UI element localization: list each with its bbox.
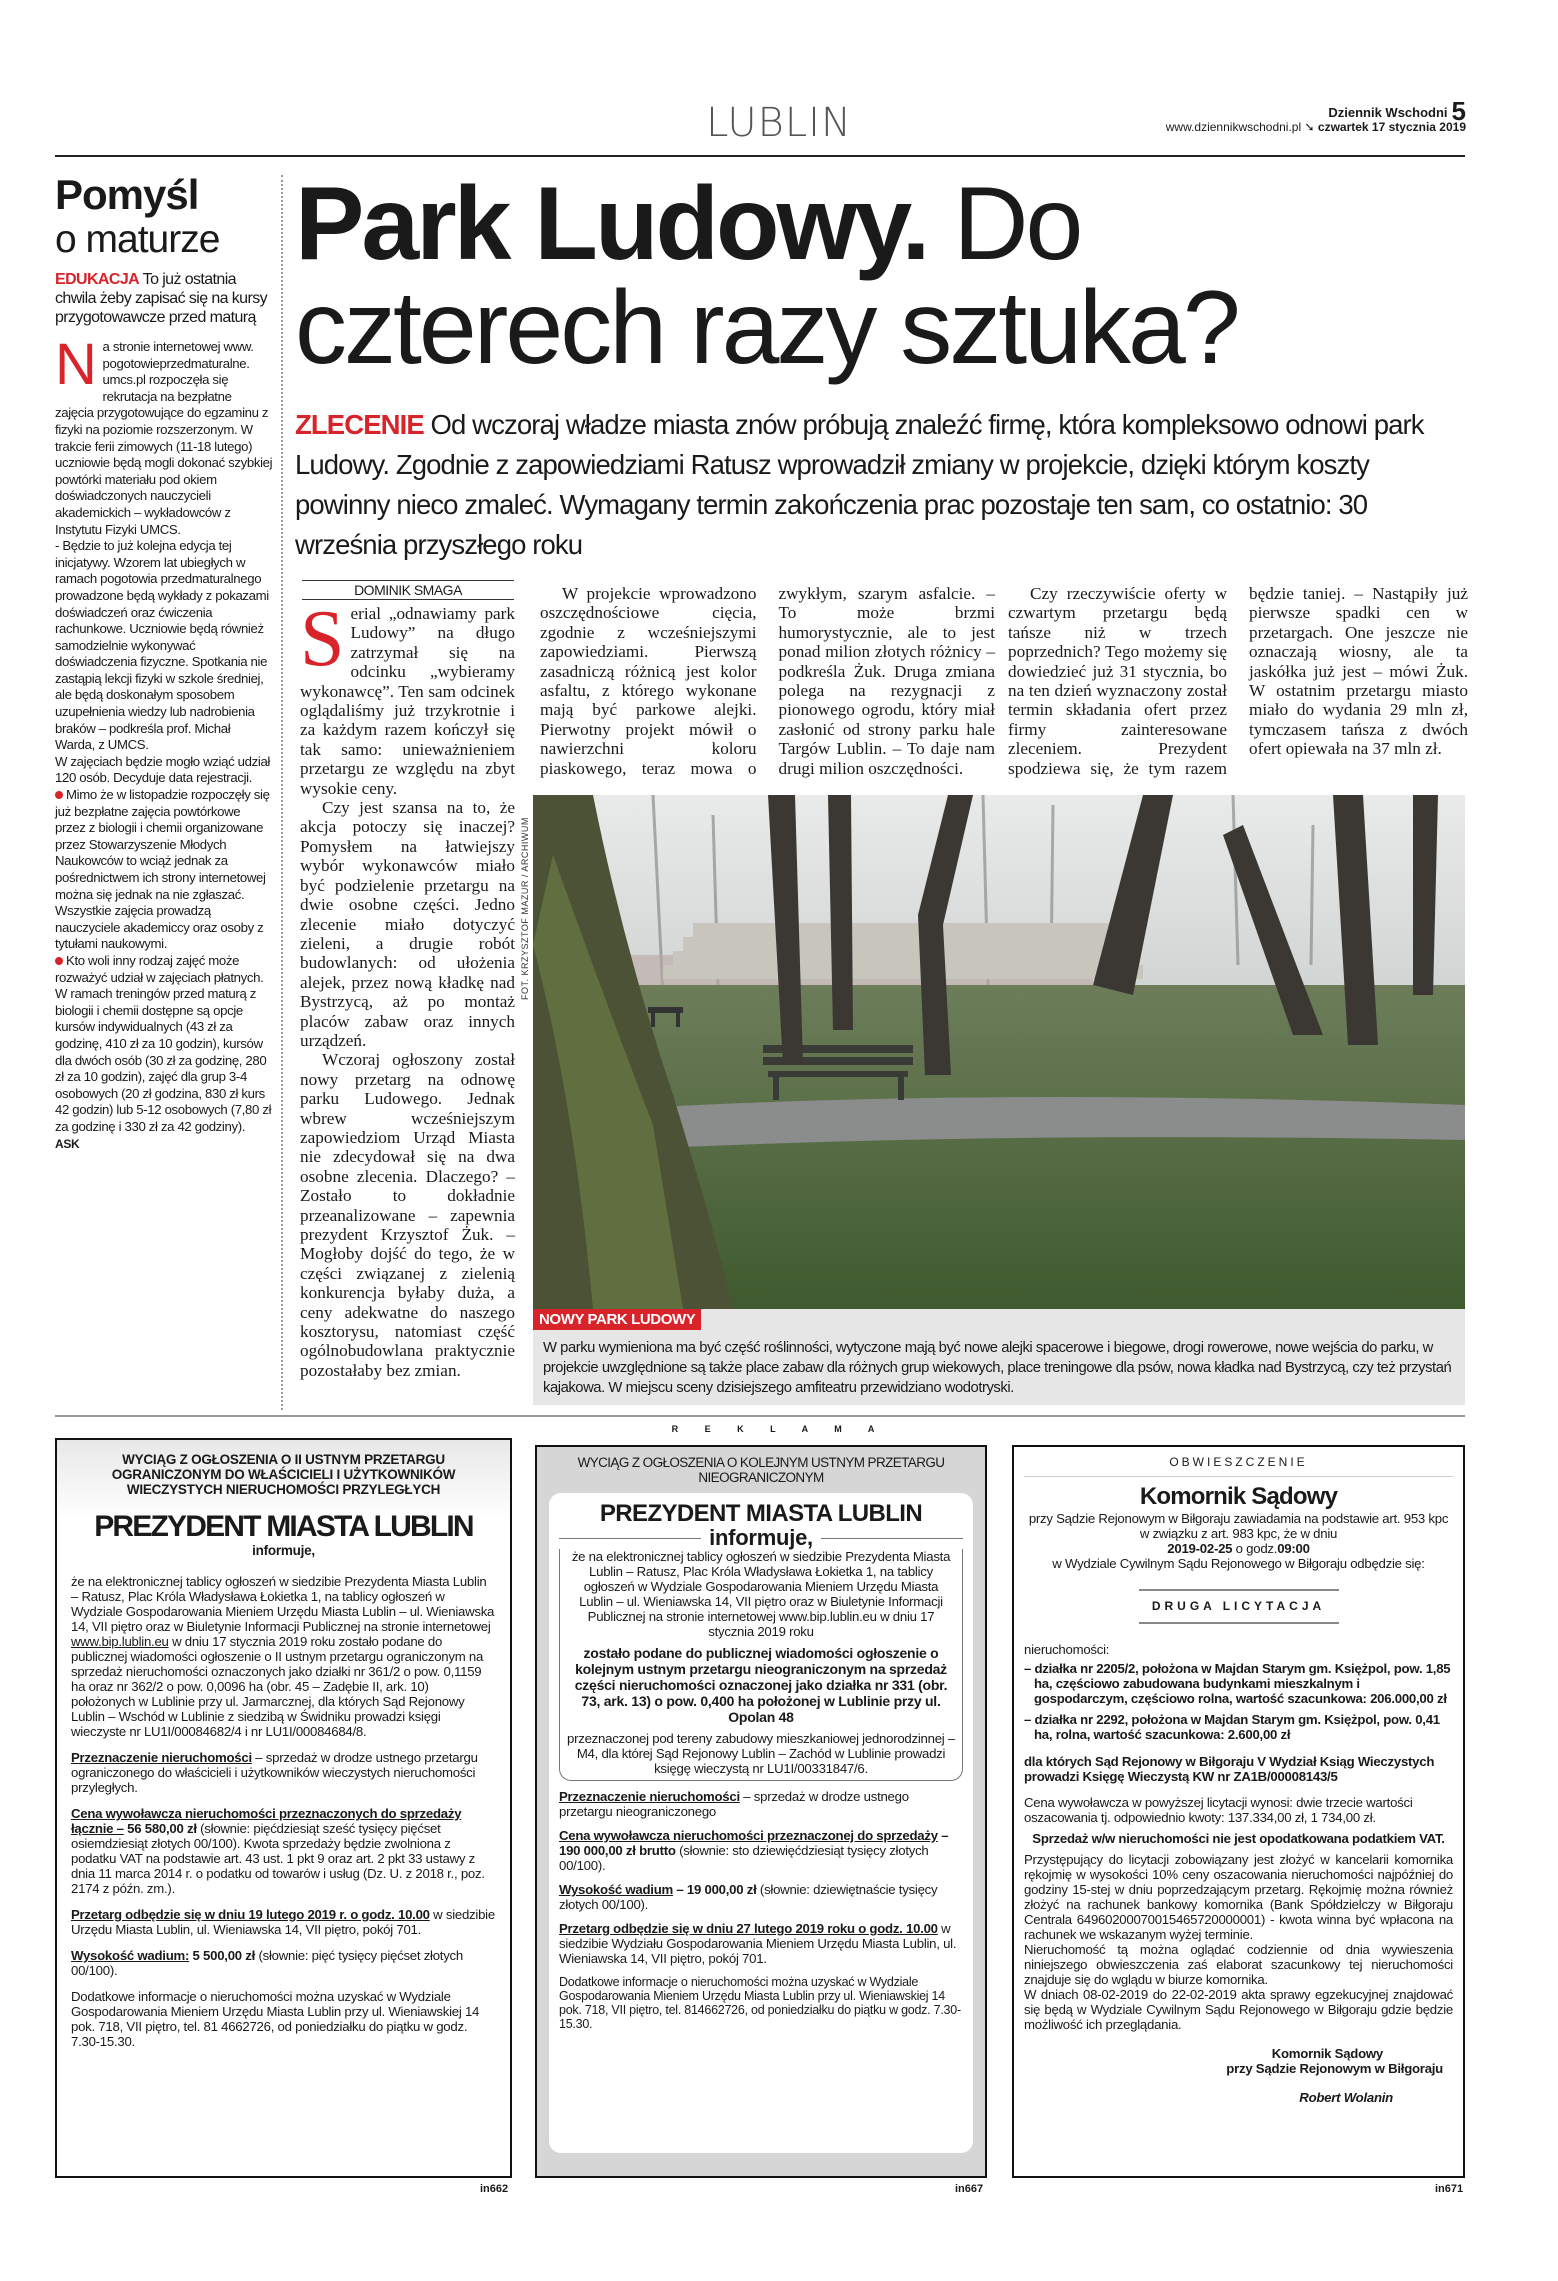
ad-tender-unlimited (535, 1445, 987, 2178)
date: 2019-02-25 (1167, 1541, 1233, 1556)
text: nieruchomości: (1024, 1642, 1110, 1657)
label: Wysokość wadium: (71, 1948, 190, 1963)
ad-code: in662 (480, 2183, 509, 2195)
ad-heading: OBWIESZCZENIE (1024, 1455, 1453, 1477)
sidebar-paragraph: W zajęciach będzie mogło wziąć udział 120 osób. Decyduje data rejestracji. (55, 753, 271, 786)
text: (słownie: sto dziewięćdziesiąt tysięcy złotych 00/100). (559, 1843, 929, 1873)
ad-paragraph: dla których Sąd Rejonowy w Biłgoraju V Wydział Ksiąg Wieczystych prowadzi Księgę Wieczystą KW nr ZA1B/00008143/5 (1024, 1754, 1435, 1784)
text: w dniu 17 stycznia 2019 roku zostało podane do publicznej wiadomości ogłoszenie o II ustnym przetargu ograniczonym na sprzedaż nieruchomości oznaczonych jako działki nr 361/2 o pow. 0,1159 ha oraz nr 362/2 o pow. 0,0096 ha (obr. 45 – Zadębie II, ark. 10) położonych w Lublinie przy ul. Jarmarcznej, dla których Sąd Rejonowy Lublin – Wschód w Lublinie z siedzibą w Świdniku prowadzi księgi wieczyste nr LU1I/00084682/4 i nr LU1I/00084684/8. (71, 1634, 484, 1739)
paper-name: Dziennik Wschodni (1328, 105, 1448, 120)
text: (słownie: pięć tysięcy pięćset złotych 00/100). (71, 1948, 463, 1978)
header-rule (55, 155, 1465, 157)
sidebar-deck (55, 270, 273, 327)
ad-paragraph (559, 1828, 963, 1873)
sidebar-paragraph (55, 332, 273, 538)
ad-title: PREZYDENT MIASTA LUBLIN (599, 1500, 923, 1527)
paragraph-text: a stronie internetowej www. pogotowieprzedmaturalne. umcs.pl rozpoczęła się rekrutacja na bezpłatne zajęcia przygotowujące do egzaminu z fizyki na poziomie rozszerzonym. W trakcie ferii zimowych (11-18 lutego) uczniowie będą mogli dokonać szybkiej powtórki materiału pod okiem doświadczonych nauczycieli akademickich – wykładowców z Instytutu Fizyki UMCS. (55, 339, 273, 537)
issue-date: czwartek 17 stycznia 2019 (1317, 120, 1466, 134)
ad-title: PREZYDENT MIASTA LUBLIN (94, 1510, 473, 1543)
headline-light: Do (953, 166, 1081, 282)
text: Nieruchomość tą można oglądać codziennie od dnia wywieszenia niniejszego obwieszczenia zaś elaborat szacunkowy tej nieruchomości znajduje się do wglądu w biurze komornika. (1024, 1942, 1453, 1987)
article-columns-2-3 (540, 584, 995, 784)
label: Cena wywoławcza nieruchomości przeznaczonych do sprzedaży łącznie – (71, 1806, 462, 1836)
bold-text: zostało podane do publicznej wiadomości ogłoszenie o kolejnym ustnym przetargu nieograniczonym na sprzedaż części nieruchomości oznaczonej jako działka nr 331 (obr. 73, ark. 13) o pow. 0,400 ha położonej w Lublinie przy ul. Opolan 48 (574, 1645, 948, 1725)
ad-paragraph: Dodatkowe informacje o nieruchomości można uzyskać w Wydziale Gospodarowania Mieniem Urzędu Miasta Lublin przy ul. Wieniawskiej 14 pok. 718, VII piętro, tel. 81 4662726, od poniedziałku do piątku w godz. 7.30-15.30. (71, 1989, 480, 2049)
bullet-text: Kto woli inny rodzaj zajęć może rozważyć udział w zajęciach płatnych. W ramach treningów przed maturą z biologii i chemii dostępne są opcje kursów indywidualnych (43 zł za godzinę, 410 zł za 10 godzin), kursów dla dwóch osób (30 zł za godzinę, 280 zł za 10 godzin), zajęć dla grup 3-4 osobowych (20 zł godzina, 830 zł kurs 42 godzin) lub 5-12 osobowych (7,80 zł za godzinę i 330 zł za 42 godziny). (55, 952, 272, 1134)
ad-info-box (559, 1549, 963, 1781)
ad-tender-limited (55, 1438, 512, 2178)
text: – sprzedaż w drodze ustnego przetargu ograniczonego do właścicieli i użytkowników wieczystych nieruchomości przyległych. (71, 1750, 478, 1795)
ad-paragraph (71, 1574, 496, 1739)
article-paragraph: W projekcie wprowadzono oszczędnościowe cięcia, zgodnie z wcześniejszymi zapowiedziami. Pierwszą zasadniczą różnicą jest kolor asfaltu, z którego wykonane mają być parkowe alejki. Pierwotny projekt mówił o nawierzchni koloru piaskowego, teraz mowa o zwykłym, szarym asfalcie. – To może brzmi humorystycznie, ale to jest ponad milion złotych różnicy – podkreśla Żuk. Druga zmiana polega na rezygnacji z pionowego ogrodu, który miał zasłonić od strony parku hale Targów Lublin. – To daje nam drugi milion oszczędności. (540, 584, 995, 778)
text: o godz. (1232, 1541, 1278, 1556)
ad-paragraph (71, 1806, 496, 1896)
headline-bold: Park Ludowy. (295, 166, 928, 282)
article-paragraph: Czy rzeczywiście oferty w czwartym przetargu będą tańsze niż w trzech poprzednich? Tego możemy się dowiedzieć już 31 stycznia, bo na ten dzień wyznaczony został termin składania ofert przez firmy zainteresowane zleceniem. Prezydent spodziewa się, że tym razem będzie taniej. – Nastąpiły już pierwsze spadki cen w przetargach. One jeszcze nie oznaczają wiosny, ale ta jaskółka już jest – mówi Żuk. W ostatnim przetargu miasto miało do wydania 29 mln zł, tymczasem tańsza z dwóch ofert opiewała na 37 mln zł. (1008, 584, 1468, 778)
ad-heading: WYCIĄG Z OGŁOSZENIA O KOLEJNYM USTNYM PRZETARGU NIEOGRANICZONYM (577, 1455, 945, 1485)
article-paragraph: Czy jest szansa na to, że akcja potoczy się inaczej? Pomysłem na łatwiejszy wybór wykonawców miało być podzielenie przetargu na dwie osobne części. Jedno zlecenie miało dotyczyć zieleni, a drugie robót budowlanych: od ułożenia alejek, przez nową kładkę nad Bystrzycą, aż po montaż placów zabaw oraz innych urządzeń. (300, 798, 515, 1050)
ad-panel (549, 1493, 973, 2153)
page-number: 5 (1451, 96, 1466, 126)
text: Cena wywoławcza w powyższej licytacji wynosi: dwie trzecie wartości oszacowania tj. odpowiednio kwoty: 137.334,00 zł, 1 734,00 zł. (1024, 1795, 1413, 1825)
text: w siedzibie Wydziału Gospodarowania Mieniem Urzędu Miasta Lublin, ul. Wieniawska 14, VII piętro, pokój 701. (559, 1921, 957, 1966)
label: Wysokość wadium (559, 1882, 673, 1897)
sidebar-signature: ASK (55, 1136, 80, 1151)
label: Przetarg odbędzie się w dniu 27 lutego 2019 roku o godz. 10.00 (559, 1921, 938, 1936)
masthead-info (1165, 96, 1466, 134)
ad-code: in671 (1435, 2183, 1464, 2195)
cursor-icon: ➘ (1301, 120, 1318, 134)
label: Przeznaczenie nieruchomości (559, 1789, 740, 1804)
sidebar-kicker: EDUKACJA (55, 271, 140, 288)
lead-kicker: ZLECENIE (295, 409, 424, 440)
ad-paragraph (71, 1948, 496, 1978)
subtitle-row (559, 1527, 963, 1549)
text: (słownie: dziewiętnaście tysięcy złotych 00/100). (559, 1882, 938, 1912)
ad-bailiff-notice (1012, 1445, 1465, 2178)
bullet-icon (55, 791, 63, 799)
byline: DOMINIK SMAGA (302, 580, 514, 600)
ad-paragraph (559, 1789, 963, 1819)
divider (559, 1538, 701, 1539)
signature (1024, 2046, 1453, 2076)
dropcap: S (300, 595, 345, 683)
price: 56 580,00 zł (123, 1821, 197, 1836)
signer-name: Robert Wolanin (1299, 2090, 1393, 2105)
sidebar-article (55, 172, 273, 1152)
label: Przetarg odbędzie się w dniu 19 lutego 2019 r. o godz. 10.00 (71, 1907, 430, 1922)
text: w Wydziale Cywilnym Sądu Rejonowego w Biłgoraju odbędzie się: (1052, 1556, 1425, 1571)
paragraph-text: erial „odnawiamy park Ludowy” na długo zatrzymał się na odcinku „wybieramy wykonawcę”. Ten sam odcinek oglądaliśmy już trzykrotnie i za każdym razem kończył się tak samo: unieważnieniem przetargu ze względu na zbyt wysokie ceny. (300, 604, 515, 798)
text: przy Sądzie Rejonowym w Biłgoraju zawiadamia na podstawie art. 953 kpc w związku z art. 983 kpc, że w dniu (1028, 1511, 1449, 1541)
park-photo (533, 795, 1465, 1309)
article-columns-4-5 (1008, 584, 1468, 784)
ad-paragraph (71, 1750, 496, 1795)
headline-line2: czterech razy sztuka? (295, 270, 1238, 386)
ad-title: Komornik Sądowy (1139, 1483, 1338, 1510)
label: Cena wywoławcza nieruchomości przeznaczonej do sprzedaży (559, 1828, 938, 1843)
text: Komornik Sądowy (1271, 2046, 1383, 2061)
text: Sprzedaż w/w nieruchomości nie jest opodatkowana podatkiem VAT. (1032, 1831, 1445, 1846)
bip-link[interactable]: www.bip.lublin.eu (71, 1634, 169, 1649)
text: że na elektronicznej tablicy ogłoszeń w siedzibie Prezydenta Miasta Lublin – Ratusz, Plac Króla Władysława Łokietka 1, na tablicy ogłoszeń w Wydziale Gospodarowania Mieniem Urzędu Miasta Lublin – ul. Wieniawska 14, VII piętro oraz w Biuletynie Informacji Publicznej na stronie internetowej (71, 1574, 495, 1634)
text: W dniach 08-02-2019 do 22-02-2019 akta sprawy egzekucyjnej znajdować się będą w Wydziale Cywilnym Sądu Rejonowego w Biłgoraju gdzie będzie możliwość ich przeglądania. (1024, 1987, 1453, 2032)
site-url[interactable]: www.dziennikwschodni.pl (1165, 120, 1302, 134)
label: Przeznaczenie nieruchomości (71, 1750, 252, 1765)
dropcap: N (55, 332, 97, 397)
auction-date (1024, 1541, 1453, 1556)
ad-paragraph (559, 1921, 963, 1966)
sidebar-title: Pomyśl (55, 171, 199, 218)
text: (słownie: pięćdziesiąt sześć tysięcy pięćset osiemdziesiąt złotych 00/100). Kwota sprzedaży będzie zwolniona z podatku VAT na podstawie art. 43 ust. 1 pkt 9 oraz art. 2 pkt 33 ustawy z dnia 11 marca 2014 r. o podatku od towarów i usług (Dz. U. z 2018 r., poz. 2174 z późn. zm.). (71, 1821, 485, 1896)
bullet-icon (55, 957, 63, 965)
ad-heading: WYCIĄG Z OGŁOSZENIA O II USTNYM PRZETARGU OGRANICZONYM DO WŁAŚCICIELI I UŻYTKOWNIKÓW WIECZYSTYCH NIERUCHOMOŚCI PRZYLEGŁYCH (111, 1452, 456, 1497)
lead-text: Od wczoraj władze miasta znów próbują znaleźć firmę, która kompleksowo odnowi park Ludowy. Zgodnie z zapowiedziami Ratusz wprowadził zmiany w projekcie, dzięki którym koszty powinny nieco zmaleć. Wymagany termin zakończenia prac pozostaje ten sam, co ostatnio: 30 września przyszłego roku (295, 409, 1424, 560)
article-column-1 (300, 595, 515, 1380)
article-paragraph (300, 595, 515, 798)
bullet-text: Mimo że w listopadzie rozpoczęły się już bezpłatne zajęcia powtórkowe przez z biologii i chemii organizowane przez Stowarzyszenie Młodych Naukowców to wciąż jednak za pośrednictwem ich strony internetowej można się jednak na nie zgłaszać. Wszystkie zajęcia prowadzą nauczyciele akademiccy oraz osoby z tytułami naukowymi. (55, 787, 270, 952)
sidebar-paragraph: - Będzie to już kolejna edycja tej inicjatywy. Wzorem lat ubiegłych w ramach pogotowia przedmaturalnego prowadzone będą wykłady z pokazami doświadczeń oraz ćwiczenia rachunkowe. Uczniowie będą również samodzielnie wykonywać doświadczenia fizyczne. Spotkania nie zastąpią lekcji fizyki w szkole średniej, ale będą doskonałym sposobem uzupełnienia wiedzy lub nadrobienia braków – podkreśla prof. Michał Warda, z UMCS. (55, 538, 269, 753)
deposit: 5 500,00 zł (189, 1948, 256, 1963)
ad-paragraph (559, 1882, 963, 1912)
lot-item: – działka nr 2292, położona w Majdan Starym gm. Księżpol, pow. 0,41 ha, rolna, wartość szacunkowa: 2.600,00 zł (1024, 1712, 1440, 1742)
photo-caption: W parku wymieniona ma być część roślinności, wytyczone mają być nowe alejki spacerowe i biegowe, drogi rowerowe, nowe wejścia do parku, w projekcie uwzględnione są także place zabaw dla różnych grup wiekowych, place treningowe dla psów, nowa kładka nad Bystrzycą, czy też przystań kajakowa. W miejscu sceny dzisiejszego amfiteatru przewidziano wodotryski. (543, 1340, 1452, 1396)
text: przeznaczonej pod tereny zabudowy mieszkaniowej jednorodzinnej – M4, dla której Sąd Rejonowy Lublin – Zachód w Lublinie prowadzi księgę wieczystą nr LU1I/00331847/6. (567, 1731, 955, 1776)
ad-paragraph (71, 1907, 496, 1937)
text: że na elektronicznej tablicy ogłoszeń w siedzibie Prezydenta Miasta Lublin – Ratusz, Plac Króla Władysława Łokietka 1, na tablicy ogłoszeń w Wydziale Gospodarowania Mieniem Urzędu Miasta Lublin – ul. Wieniawska 14, VII piętro oraz w Biuletynie Informacji Publicznej na stronie internetowej www.bip.lublin.eu w dniu 17 stycznia 2019 roku (571, 1549, 951, 1639)
text: – sprzedaż w drodze ustnego przetargu nieograniczonego (559, 1789, 909, 1819)
ads-label: R E K L A M A (671, 1424, 887, 1434)
deposit: – 19 000,00 zł (673, 1882, 757, 1897)
ad-subtitle: informuje, (252, 1543, 315, 1558)
headline (295, 166, 1475, 386)
ad-code: in667 (955, 2183, 984, 2195)
text: w siedzibie Urzędu Miasta Lublin, ul. Wieniawska 14, VII piętro, pokój 701. (71, 1907, 495, 1937)
sidebar-bullet (55, 953, 273, 1136)
photo-credit: FOT. KRZYSZTOF MAZUR / ARCHIWUM (520, 817, 530, 1000)
ad-subtitle: informuje, (709, 1525, 813, 1550)
divider (821, 1538, 963, 1539)
deck-text: To już ostatnia chwila żeby zapisać się na kursy przygotowawcze przed maturą (55, 271, 268, 326)
column-separator (281, 175, 283, 1410)
price: – 190 000,00 zł brutto (559, 1828, 949, 1858)
sidebar-bullet (55, 787, 273, 953)
text: Przystępujący do licytacji zobowiązany jest złożyć w kancelarii komornika rękojmię w wysokości 10% ceny oszacowania nieruchomości najpóźniej do godziny 15-stej w dniu poprzedzającym przetarg. Rękojmię można również złożyć na rachunek bankowy komornika (Bank Spółdzielczy w Biłgoraju Centrala 64960200070015465720000001) - kwota winna być wpłacona na rachunek we wskazanym wyżej terminie. (1024, 1852, 1453, 1942)
time: 09:00 (1277, 1541, 1310, 1556)
ad-paragraph: Dodatkowe informacje o nieruchomości można uzyskać w Wydziale Gospodarowania Mieniem Urzędu Miasta Lublin przy ul. Wieniawskiej 14 pok. 718, VII piętro, tel. 814662726, od poniedziałku do piątku w godz. 7.30-15.30. (559, 1975, 961, 2031)
caption-tag: NOWY PARK LUDOWY (533, 1309, 701, 1330)
section-title: LUBLIN (706, 100, 852, 146)
lot-item: – działka nr 2205/2, położona w Majdan Starym gm. Księżpol, pow. 1,85 ha, częściowo zabudowana budynkami mieszkalnym i gospodarczym, częściowo rolna, wartość szacunkowa: 206.000,00 zł (1024, 1661, 1451, 1706)
text: przy Sądzie Rejonowym w Biłgoraju (1226, 2061, 1443, 2076)
auction-type: DRUGA LICYTACJA (1139, 1589, 1339, 1624)
lead (295, 405, 1470, 565)
ads-rule (55, 1415, 1465, 1417)
sidebar-title-2: o maturze (55, 218, 220, 261)
article-paragraph: Wczoraj ogłoszony został nowy przetarg na odnowę parku Ludowego. Jednak wbrew wcześniejszym zapowiedziom Urząd Miasta nie zdecydował się na dwa osobne zlecenia. Dlaczego? – Zostało to dokładnie przeanalizowane – zapewnia prezydent Krzysztof Żuk. – Mogłoby dojść do tego, że w części związanej z zielenią konkurencja byłaby duża, a ceny adekwatne do naszego kosztorysu, natomiast część ogólnobudowlana praktycznie pozostałaby bez zmian. (300, 1050, 515, 1380)
